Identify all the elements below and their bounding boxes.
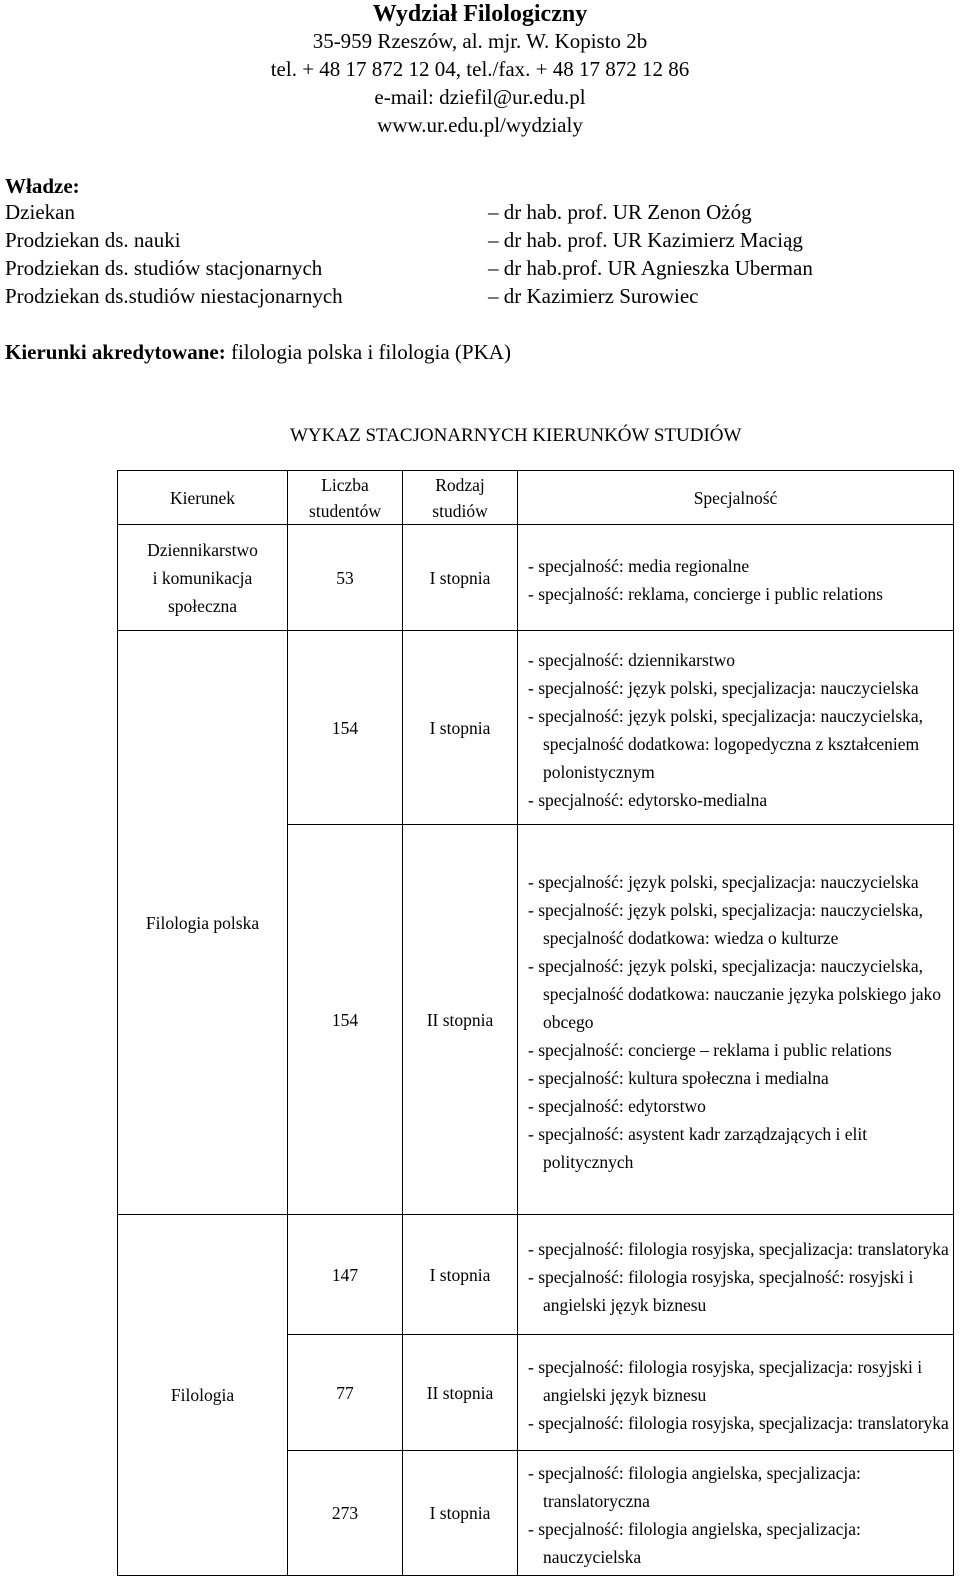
- specialization-item: - specjalność: media regionalne: [528, 555, 750, 576]
- specialization-item: - specjalność: kultura społeczna i medialna: [528, 1067, 829, 1088]
- accredited-value: filologia polska i filologia (PKA): [225, 340, 511, 364]
- specialization-item: - specjalność: filologia rosyjska, specjalność: rosyjski i angielski język biznesu: [528, 1266, 914, 1315]
- cell-student-count: 154: [288, 825, 403, 1215]
- specialization-item: - specjalność: dziennikarstwo: [528, 649, 736, 670]
- cell-specializations: [518, 825, 954, 1215]
- faculty-phone: tel. + 48 17 872 12 04, tel./fax. + 48 17 872 12 86: [270, 57, 690, 81]
- header-rodzaj-line2: studiów: [432, 500, 488, 521]
- kierunek-line: Dziennikarstwo: [147, 539, 258, 560]
- cell-student-count: 147: [288, 1215, 403, 1335]
- kierunek-line: Filologia: [170, 1385, 235, 1405]
- programs-list-title: WYKAZ STACJONARNYCH KIERUNKÓW STUDIÓW: [290, 425, 742, 446]
- specialization-list: [518, 1451, 953, 1575]
- table-row: [118, 631, 954, 825]
- specialization-item: - specjalność: język polski, specjalizacja: nauczycielska, specjalność dodatkowa: wiedza o kulturze: [528, 899, 924, 948]
- kierunek-line: Filologia polska: [145, 912, 260, 933]
- cell-specializations: [518, 1335, 954, 1451]
- specialization-list: [518, 860, 953, 1180]
- cell-specializations: [518, 1451, 954, 1576]
- specialization-list: [518, 1227, 953, 1323]
- cell-specializations: [518, 631, 954, 825]
- specialization-item: - specjalność: edytorstwo: [528, 1095, 706, 1116]
- accredited-line: [5, 338, 511, 366]
- authority-label-vice-parttime: Prodziekan ds.studiów niestacjonarnych: [5, 284, 343, 308]
- specialization-list: [518, 1345, 953, 1441]
- header-specjalnosc: Specjalność: [518, 471, 954, 525]
- kierunek-line: i komunikacja: [152, 567, 253, 588]
- specialization-list: [518, 638, 953, 818]
- specialization-item: - specjalność: język polski, specjalizacja: nauczycielska, specjalność dodatkowa: nauczanie języka polskiego jako obcego: [528, 955, 941, 1032]
- cell-study-level: I stopnia: [403, 1215, 518, 1335]
- authority-name-vice-science: – dr hab. prof. UR Kazimierz Maciąg: [488, 228, 803, 252]
- cell-specializations: [518, 525, 954, 631]
- authority-label-vice-science: Prodziekan ds. nauki: [5, 228, 181, 252]
- cell-kierunek: [118, 631, 288, 1215]
- table-row: [118, 1215, 954, 1335]
- cell-study-level: I stopnia: [403, 1451, 518, 1576]
- cell-study-level: I stopnia: [403, 631, 518, 825]
- header-kierunek: Kierunek: [118, 471, 288, 525]
- authority-label-dean: Dziekan: [5, 200, 75, 224]
- specialization-item: - specjalność: język polski, specjalizacja: nauczycielska: [528, 677, 919, 698]
- faculty-address: 35-959 Rzeszów, al. mjr. W. Kopisto 2b: [312, 29, 648, 53]
- table-row: [118, 525, 954, 631]
- faculty-website: www.ur.edu.pl/wydzialy: [377, 113, 583, 137]
- cell-specializations: [518, 1215, 954, 1335]
- faculty-email: e-mail: dziefil@ur.edu.pl: [374, 85, 586, 109]
- specialization-item: - specjalność: filologia rosyjska, specjalizacja: rosyjski i angielski język biznesu: [528, 1356, 923, 1405]
- cell-student-count: 53: [288, 525, 403, 631]
- faculty-title: Wydział Filologiczny: [372, 1, 588, 27]
- specialization-item: - specjalność: język polski, specjalizacja: nauczycielska: [528, 871, 919, 892]
- authority-name-vice-fulltime: – dr hab.prof. UR Agnieszka Uberman: [488, 256, 813, 280]
- specialization-item: - specjalność: filologia angielska, specjalizacja: translatoryczna: [528, 1463, 861, 1511]
- cell-study-level: I stopnia: [403, 525, 518, 631]
- kierunek-line: społeczna: [168, 595, 237, 616]
- specialization-item: - specjalność: concierge – reklama i public relations: [528, 1039, 892, 1060]
- header-liczba-line1: Liczba: [321, 474, 369, 495]
- specialization-item: - specjalność: język polski, specjalizacja: nauczycielska, specjalność dodatkowa: logopedyczna z kształceniem polonistycznym: [528, 705, 924, 782]
- specialization-item: - specjalność: filologia angielska, specjalizacja: nauczycielska: [528, 1519, 861, 1567]
- header-rodzaj: [403, 471, 518, 525]
- authority-name-dean: – dr hab. prof. UR Zenon Ożóg: [488, 200, 752, 224]
- specialization-item: - specjalność: asystent kadr zarządzających i elit politycznych: [528, 1123, 868, 1172]
- header-rodzaj-line1: Rodzaj: [435, 474, 485, 495]
- cell-kierunek: [118, 525, 288, 631]
- authority-name-vice-parttime: – dr Kazimierz Surowiec: [488, 284, 699, 308]
- specialization-item: - specjalność: filologia rosyjska, specjalizacja: translatoryka: [528, 1412, 949, 1433]
- authority-label-vice-fulltime: Prodziekan ds. studiów stacjonarnych: [5, 256, 323, 280]
- specialization-item: - specjalność: edytorsko-medialna: [528, 789, 768, 810]
- cell-student-count: 77: [288, 1335, 403, 1451]
- cell-kierunek: [118, 1215, 288, 1576]
- authorities-title: Władze:: [5, 174, 80, 198]
- specialization-item: - specjalność: reklama, concierge i public relations: [528, 583, 883, 604]
- accredited-label: Kierunki akredytowane:: [5, 340, 226, 364]
- cell-study-level: II stopnia: [403, 1335, 518, 1451]
- specialization-item: - specjalność: filologia rosyjska, specjalizacja: translatoryka: [528, 1238, 949, 1259]
- cell-student-count: 154: [288, 631, 403, 825]
- programs-table: [117, 470, 954, 1576]
- specialization-list: [518, 544, 953, 612]
- table-body: [118, 525, 954, 1576]
- cell-study-level: II stopnia: [403, 825, 518, 1215]
- table-header-row: [118, 471, 954, 525]
- header-liczba: [288, 471, 403, 525]
- cell-student-count: 273: [288, 1451, 403, 1576]
- header-liczba-line2: studentów: [309, 500, 381, 521]
